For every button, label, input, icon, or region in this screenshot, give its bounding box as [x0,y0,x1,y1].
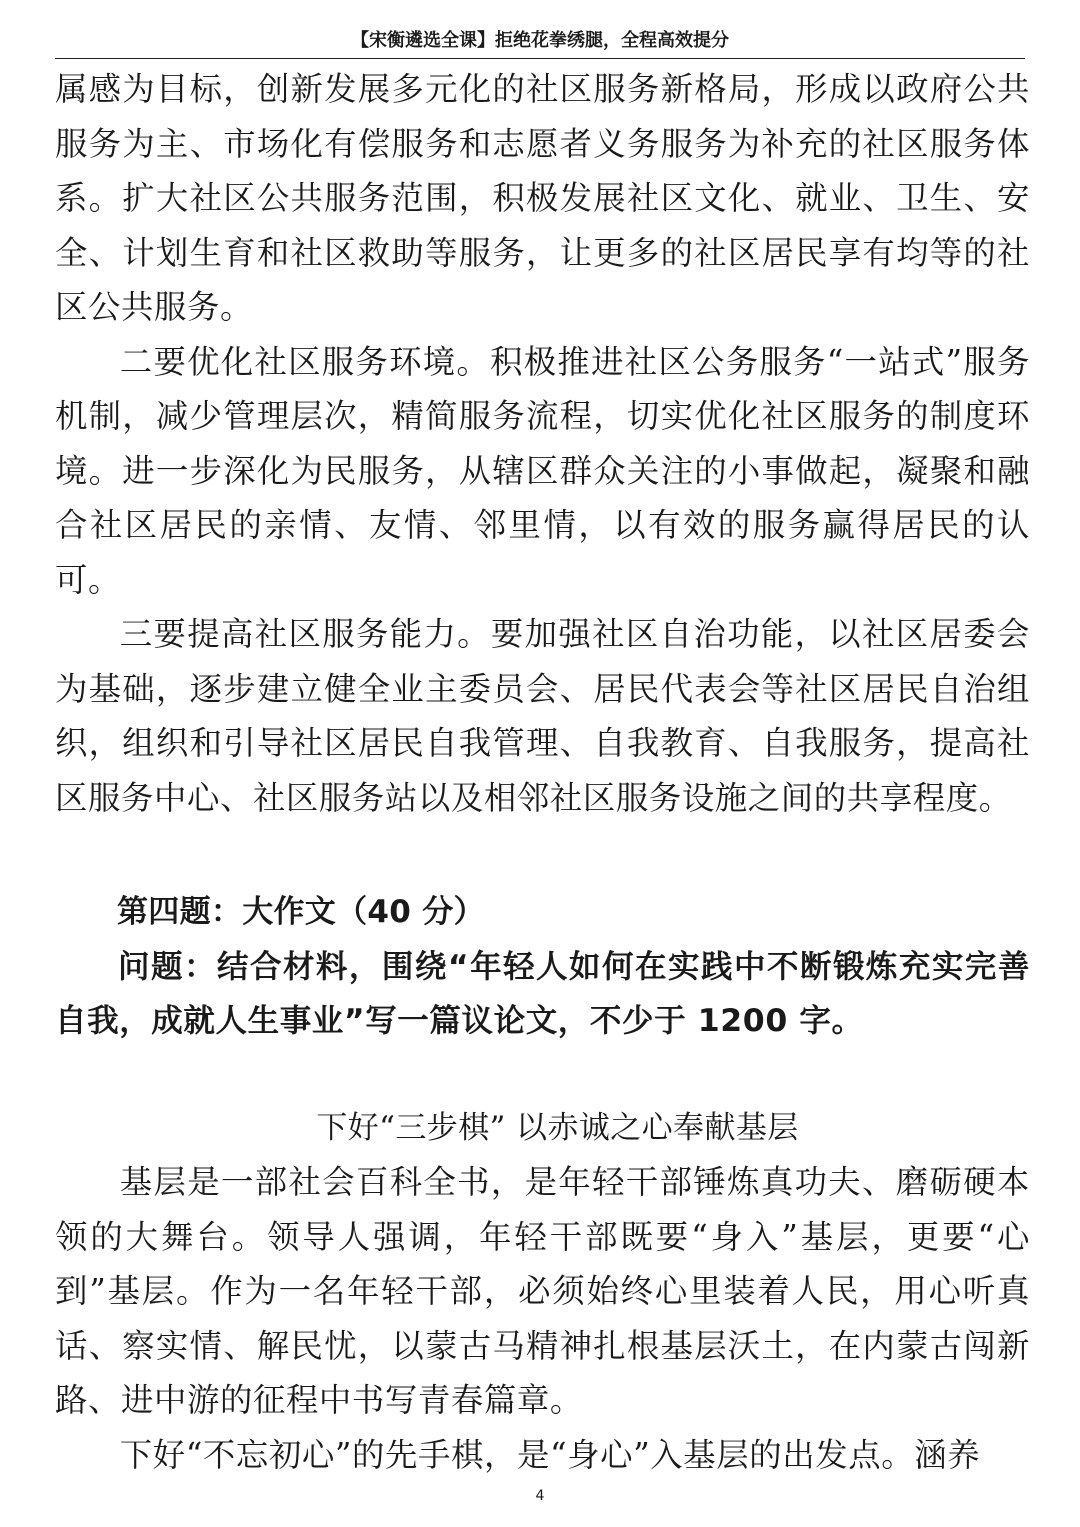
paragraph-optimize-environment: 二要优化社区服务环境。积极推进社区公务服务“一站式”服务机制，减少管理层次，精简服务流程，切实优化社区服务的制度环境。进一步深化为民服务，从辖区群众关注的小事做起，凝聚和融合社区居民的亲情、友情、邻里情，以有效的服务赢得居民的认可。 [55,342,1030,599]
section-heading: 第四题：大作文（40 分） [117,894,485,930]
essay-paragraph-intro: 基层是一部社会百科全书，是年轻干部锤炼真功夫、磨砺硬本领的大舞台。领导人强调，年轻干部既要“身入”基层，更要“心到”基层。作为一名年轻干部，必须始终心里装着人民，用心听真话、察实情、解民忧，以蒙古马精神扎根基层沃土，在内蒙古闯新路、进中游的征程中书写青春篇章。 [55,1163,1030,1419]
paragraph-continued: 属感为目标，创新发展多元化的社区服务新格局，形成以政府公共服务为主、市场化有偿服务和志愿者义务服务为补充的社区服务体系。扩大社区公共服务范围，积极发展社区文化、就业、卫生、安全、计划生育和社区救助等服务，让更多的社区居民享有均等的社区公共服务。 [55,70,1030,326]
document-body [55,62,1030,1482]
spacer [55,825,1030,885]
page-header: 【宋衡遴选全课】拒绝花拳绣腿，全程高效提分 [55,24,1025,59]
paragraph-improve-capability: 三要提高社区服务能力。要加强社区自治功能，以社区居委会为基础，逐步建立健全业主委员会、居民代表会等社区居民自治组织，组织和引导社区居民自我管理、自我教育、自我服务，提高社区服务中心、社区服务站以及相邻社区服务设施之间的共享程度。 [55,615,1030,817]
essay-question: 问题：结合材料，围绕“年轻人如何在实践中不断锻炼充实完善自我，成就人生事业”写一篇议论文，不少于 1200 字。 [55,948,1030,1039]
essay-paragraph-first-move: 下好“不忘初心”的先手棋，是“身心”入基层的出发点。涵养 [119,1435,981,1474]
spacer [55,1049,1030,1101]
essay-title: 下好“三步棋” 以赤诚之心奉献基层 [316,1109,799,1146]
page-number: 4 [535,1488,545,1504]
